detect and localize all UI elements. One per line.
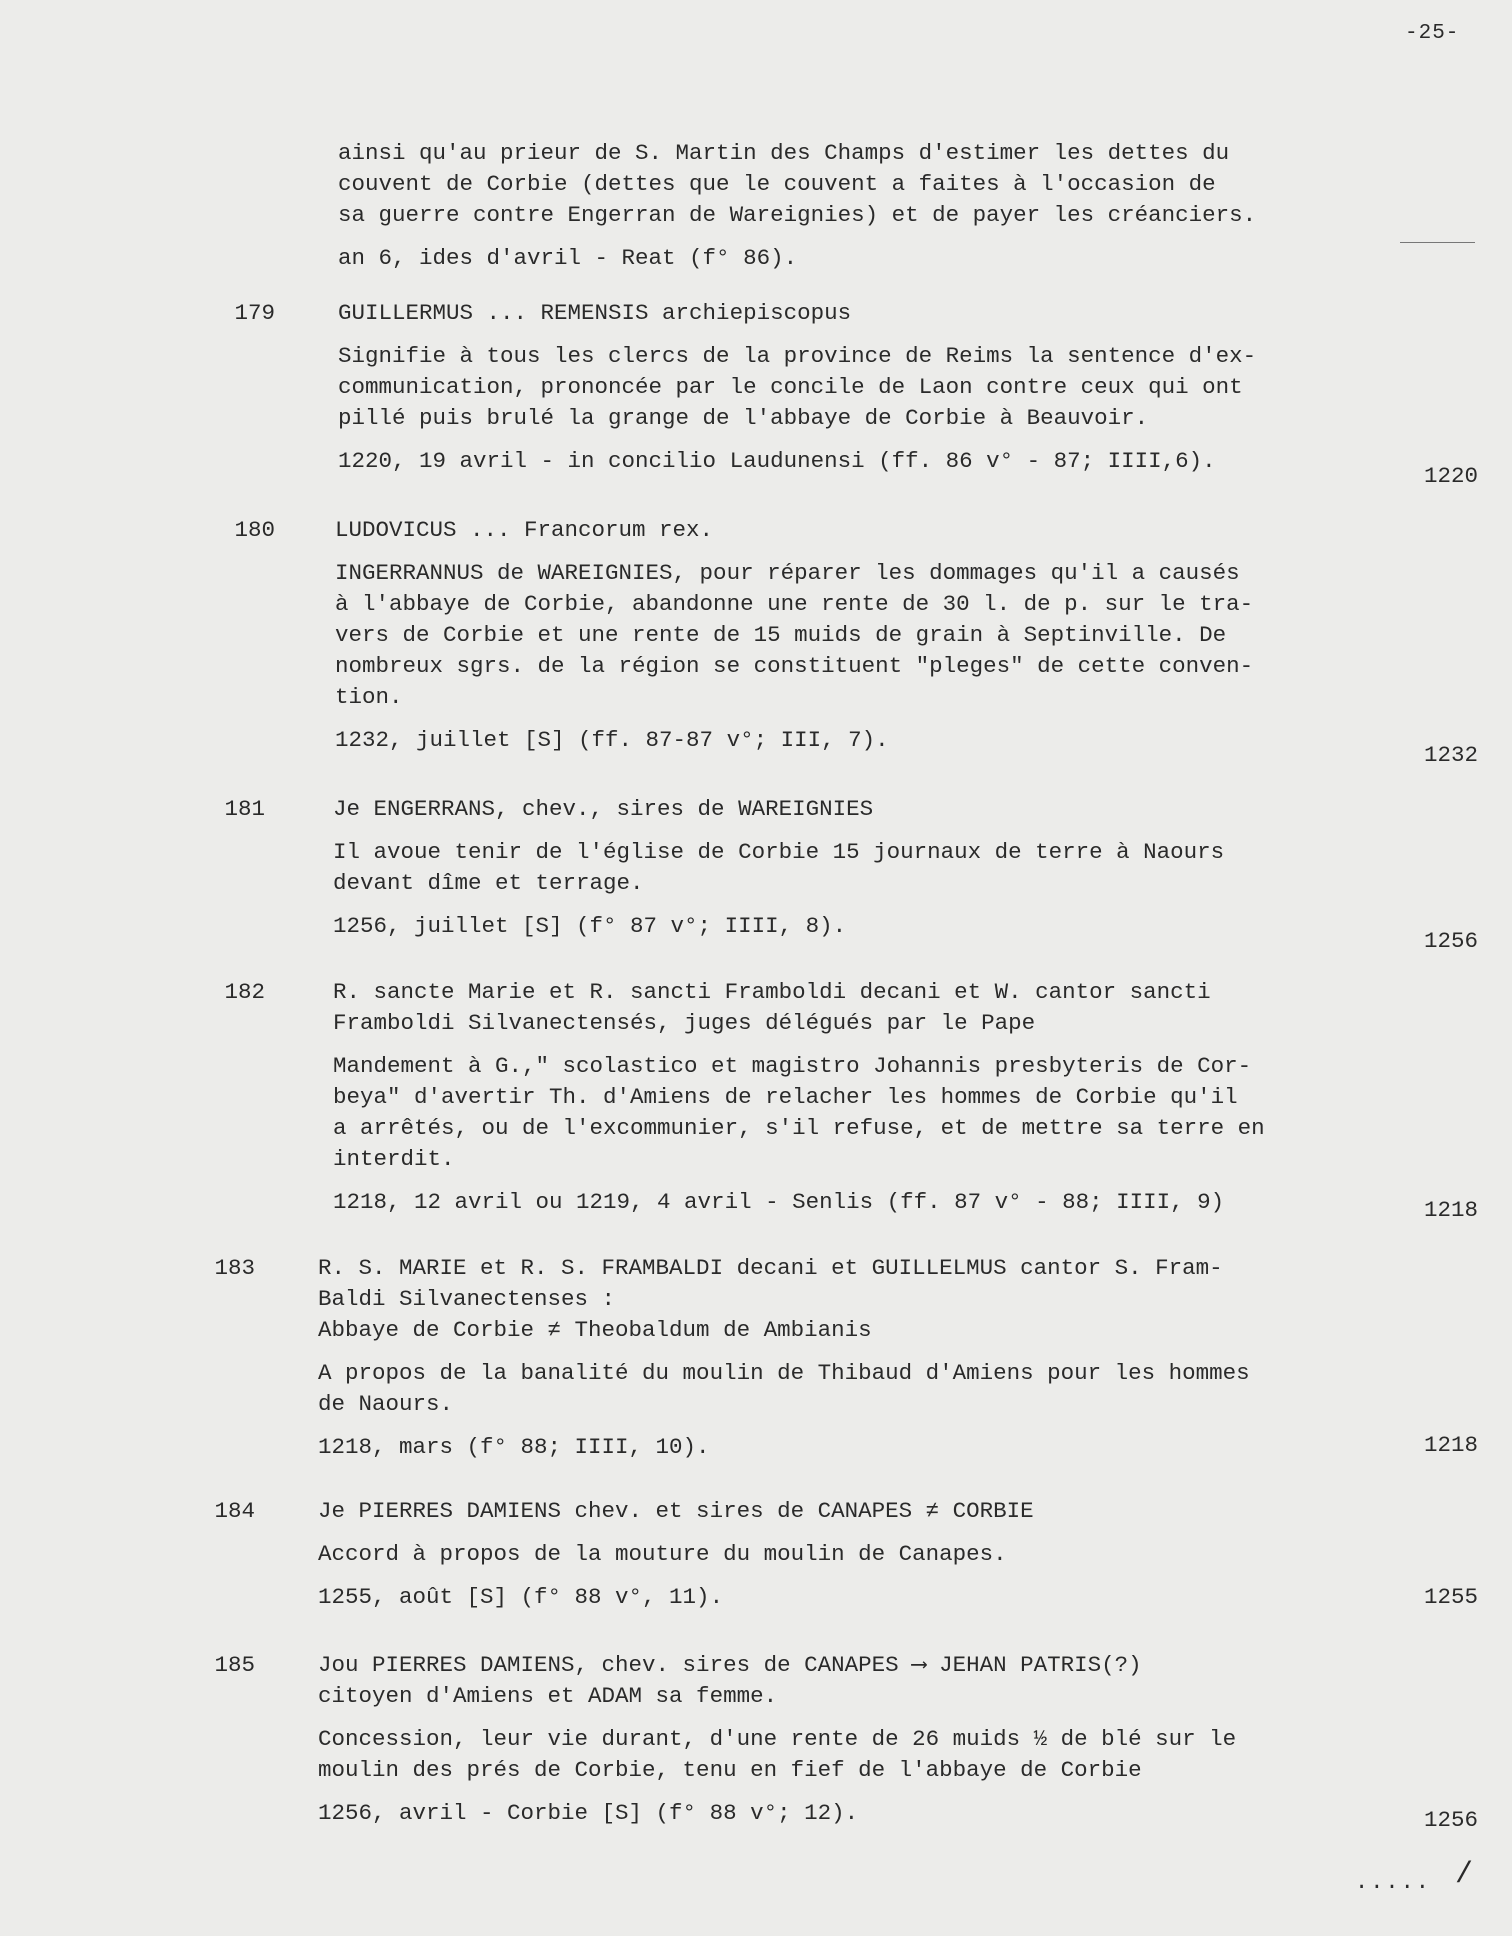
continued-mark: ..... [1355,1870,1432,1895]
entry-body [318,1650,1378,1829]
entry-number: 179 [234,300,275,326]
entry-body [318,1253,1378,1463]
margin-date: 1256 [1423,1807,1478,1833]
entry-date: 1256, juillet [S] (f° 87 v°; IIII, 8). [333,913,847,939]
entry-number: 181 [224,796,265,822]
entry-date: 1220, 19 avril - in concilio Laudunensi (ff. 86 v° - 87; IIII,6). [338,448,1216,474]
margin-date: 1232 [1423,742,1478,768]
entry-heading: GUILLERMUS ... REMENSIS archiepiscopus [338,300,852,326]
entry-text: Concession, leur vie durant, d'une rente de 26 muids ½ de blé sur le moulin des prés de Corbie, tenu en fief de l'abbaye de Corbie [318,1726,1237,1783]
entry-body [338,298,1398,477]
continuation-date: an 6, ides d'avril - Reat (f° 86). [338,245,798,271]
continued-slash: / [1455,1858,1474,1892]
entry-number: 185 [214,1652,255,1678]
entry-heading: LUDOVICUS ... Francorum rex. [335,517,714,543]
entry-text: Il avoue tenir de l'église de Corbie 15 journaux de terre à Naours devant dîme et terrage. [333,839,1225,896]
entry-text: Signifie à tous les clercs de la province de Reims la sentence d'ex- communication, prononcée par le concile de Laon contre ceux qui ont pillé puis brulé la grange de l'abbaye de Corbie à Beauvoir. [338,343,1257,431]
entry-heading: Je PIERRES DAMIENS chev. et sires de CANAPES ≠ CORBIE [318,1498,1034,1524]
entry-date: 1255, août [S] (f° 88 v°, 11). [318,1584,724,1610]
margin-date: 1256 [1423,928,1478,954]
entry-body [335,515,1395,756]
entry-heading: R. S. MARIE et R. S. FRAMBALDI decani et GUILLELMUS cantor S. Fram- Baldi Silvanectenses : Abbaye de Corbie ≠ Theobaldum de Ambianis [318,1255,1223,1343]
entry-heading: R. sancte Marie et R. sancti Framboldi decani et W. cantor sancti Framboldi Silvanectensés, juges délégués par le Pape [333,979,1211,1036]
entry-number: 180 [234,517,275,543]
entry-heading: Jou PIERRES DAMIENS, chev. sires de CANAPES ⟶ JEHAN PATRIS(?) citoyen d'Amiens et ADAM sa femme. [318,1652,1142,1709]
entry-text: A propos de la banalité du moulin de Thibaud d'Amiens pour les hommes de Naours. [318,1360,1250,1417]
margin-date: 1255 [1423,1584,1478,1610]
entry-text: INGERRANNUS de WAREIGNIES, pour réparer les dommages qu'il a causés à l'abbaye de Corbie, abandonne une rente de 30 l. de p. sur le tra- vers de Corbie et une rente de 15 muids de grain à Septinville. De nombreux sgrs. de la région se constituent "pleges" de cette conven- tion. [335,560,1254,710]
margin-rule [1400,242,1475,243]
continuation-text: ainsi qu'au prieur de S. Martin des Champs d'estimer les dettes du couvent de Corbie (dettes que le couvent a faites à l'occasion de sa guerre contre Engerran de Wareignies) et de payer les créanciers. [338,140,1257,228]
page-number: -25- [1405,22,1460,45]
entry-number: 184 [214,1498,255,1524]
entry-number: 182 [224,979,265,1005]
margin-date: 1220 [1423,463,1478,489]
entry-body [333,794,1393,942]
entry-body [318,1496,1378,1613]
entry-date: 1218, 12 avril ou 1219, 4 avril - Senlis (ff. 87 v° - 88; IIII, 9) [333,1189,1225,1215]
entry-date: 1256, avril - Corbie [S] (f° 88 v°; 12). [318,1800,859,1826]
entry-heading: Je ENGERRANS, chev., sires de WAREIGNIES [333,796,874,822]
entry-text: Accord à propos de la mouture du moulin de Canapes. [318,1541,1007,1567]
entry-number: 183 [214,1255,255,1281]
margin-date: 1218 [1423,1197,1478,1223]
entry-text: Mandement à G.," scolastico et magistro Johannis presbyteris de Cor- beya" d'avertir Th. d'Amiens de relacher les hommes de Corbie qu'il a arrêtés, ou de l'excommunier, s'il refuse, et de mettre sa terre en interdit. [333,1053,1265,1172]
entry-body [333,977,1393,1218]
entry-date: 1218, mars (f° 88; IIII, 10). [318,1434,710,1460]
entry-date: 1232, juillet [S] (ff. 87-87 v°; III, 7). [335,727,889,753]
continuation-block [338,138,1388,274]
margin-date: 1218 [1423,1432,1478,1458]
